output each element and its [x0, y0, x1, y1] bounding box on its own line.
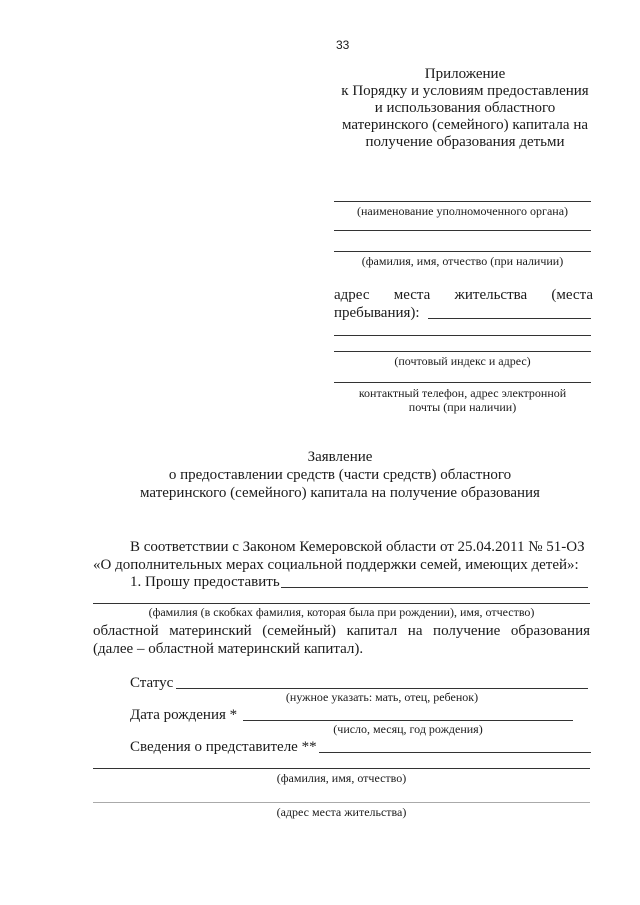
contact-caption-line: контактный телефон, адрес электронной [358, 386, 567, 400]
statement-title [90, 448, 590, 502]
beneficiary-fill-line-1[interactable] [281, 587, 588, 588]
annex-line: получение образования детьми [365, 134, 565, 150]
organ-fill-line[interactable] [334, 201, 591, 202]
contact-fill-line[interactable] [334, 382, 591, 383]
annex-line: Приложение [424, 66, 506, 82]
annex-line: и использования областного [374, 100, 556, 116]
contact-caption [334, 386, 591, 414]
birth-date-label: Дата рождения * [130, 707, 238, 723]
title-line: материнского (семейного) капитала на получение образования [140, 485, 540, 501]
beneficiary-caption: (фамилия (в скобках фамилия, которая была при рождении), имя, отчество) [148, 605, 535, 619]
address-fill-line-3[interactable] [334, 351, 591, 352]
address-fill-line-2[interactable] [334, 335, 591, 336]
address-word: адрес [334, 287, 370, 303]
representative-fill-line-2[interactable] [93, 768, 590, 769]
page-number: 33 [336, 38, 350, 52]
title-line: Заявление [307, 449, 373, 465]
status-caption: (нужное указать: мать, отец, ребенок) [285, 690, 479, 704]
fio-fill-line-1[interactable] [334, 230, 591, 231]
annex-line: к Порядку и условиям предоставления [341, 83, 589, 99]
postal-caption: (почтовый индекс и адрес) [394, 354, 531, 368]
representative-address-caption: (адрес места жительства) [276, 805, 407, 819]
annex-heading [330, 66, 600, 151]
status-fill-line[interactable] [176, 688, 588, 689]
address-word: (места [551, 287, 593, 303]
representative-fio-caption: (фамилия, имя, отчество) [276, 771, 407, 785]
address-label-line [334, 286, 593, 304]
status-label: Статус [130, 675, 174, 691]
capital-line-2: (далее – областной материнский капитал). [93, 641, 364, 657]
birth-date-caption: (число, месяц, год рождения) [333, 722, 483, 736]
address-fill-line-1[interactable] [428, 318, 591, 319]
representative-fill-line-1[interactable] [319, 752, 591, 753]
address-word: жительства [454, 287, 528, 303]
representative-address-fill-line[interactable] [93, 802, 590, 803]
birth-date-fill-line[interactable] [243, 720, 573, 721]
beneficiary-fill-line-2[interactable] [93, 603, 590, 604]
item-1-label: 1. Прошу предоставить [130, 574, 280, 590]
annex-line: материнского (семейного) капитала на [341, 117, 589, 133]
address-label-line-2: пребывания): [334, 305, 420, 321]
capital-line-1: областной материнский (семейный) капитал на получение образования [93, 623, 590, 639]
contact-caption-line: почты (при наличии) [408, 400, 517, 414]
address-word: места [393, 287, 431, 303]
fio-fill-line-2[interactable] [334, 251, 591, 252]
title-line: о предоставлении средств (части средств) областного [168, 467, 512, 483]
representative-label: Сведения о представителе ** [130, 739, 317, 755]
intro-line-2: «О дополнительных мерах социальной поддержки семей, имеющих детей»: [93, 557, 579, 573]
organ-caption: (наименование уполномоченного органа) [356, 204, 569, 218]
intro-line-1: В соответствии с Законом Кемеровской области от 25.04.2011 № 51-ОЗ [130, 539, 585, 555]
fio-caption: (фамилия, имя, отчество (при наличии) [361, 254, 564, 268]
